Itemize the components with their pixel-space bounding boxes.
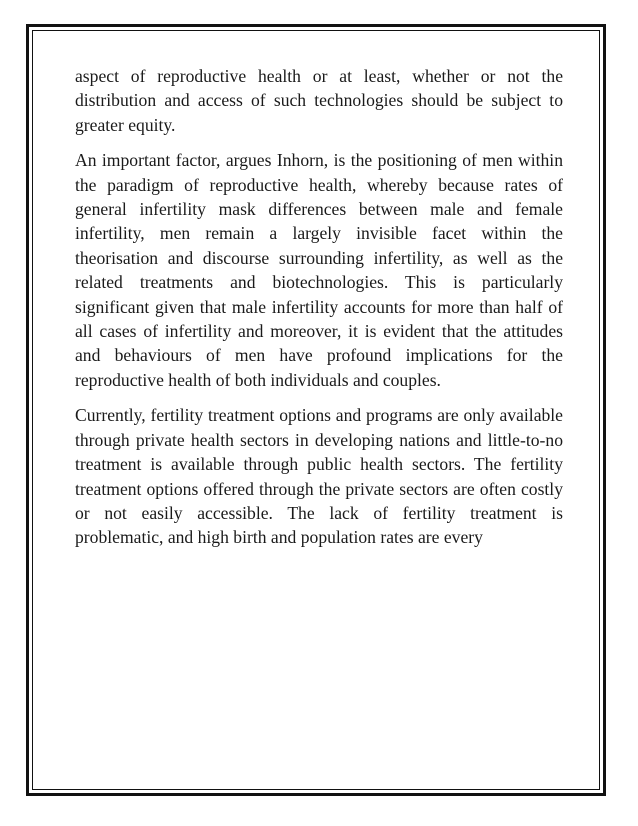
paragraph: aspect of reproductive health or at least, whether or not the distribution and access of such technologies should be subject to greater equity. — [75, 66, 563, 135]
document-body — [75, 64, 563, 561]
paragraph: Currently, fertility treatment options and programs are only available through private health sectors in developing nations and little-to-no treatment is available through public health sectors. The fertility treatment options offered through the private sectors are often costly or not easily accessible. The lack of fertility treatment is problematic, and high birth and population rates are every — [75, 405, 563, 548]
paragraph: An important factor, argues Inhorn, is the positioning of men within the paradigm of reproductive health, whereby because rates of general infertility mask differences between male and female infertility, men remain a largely invisible facet within the theorisation and discourse surrounding infertility, as well as the related treatments and biotechnologies. This is particularly significant given that male infertility accounts for more than half of all cases of infertility and moreover, it is evident that the attitudes and behaviours of men have profound implications for the reproductive health of both individuals and couples. — [75, 150, 563, 390]
